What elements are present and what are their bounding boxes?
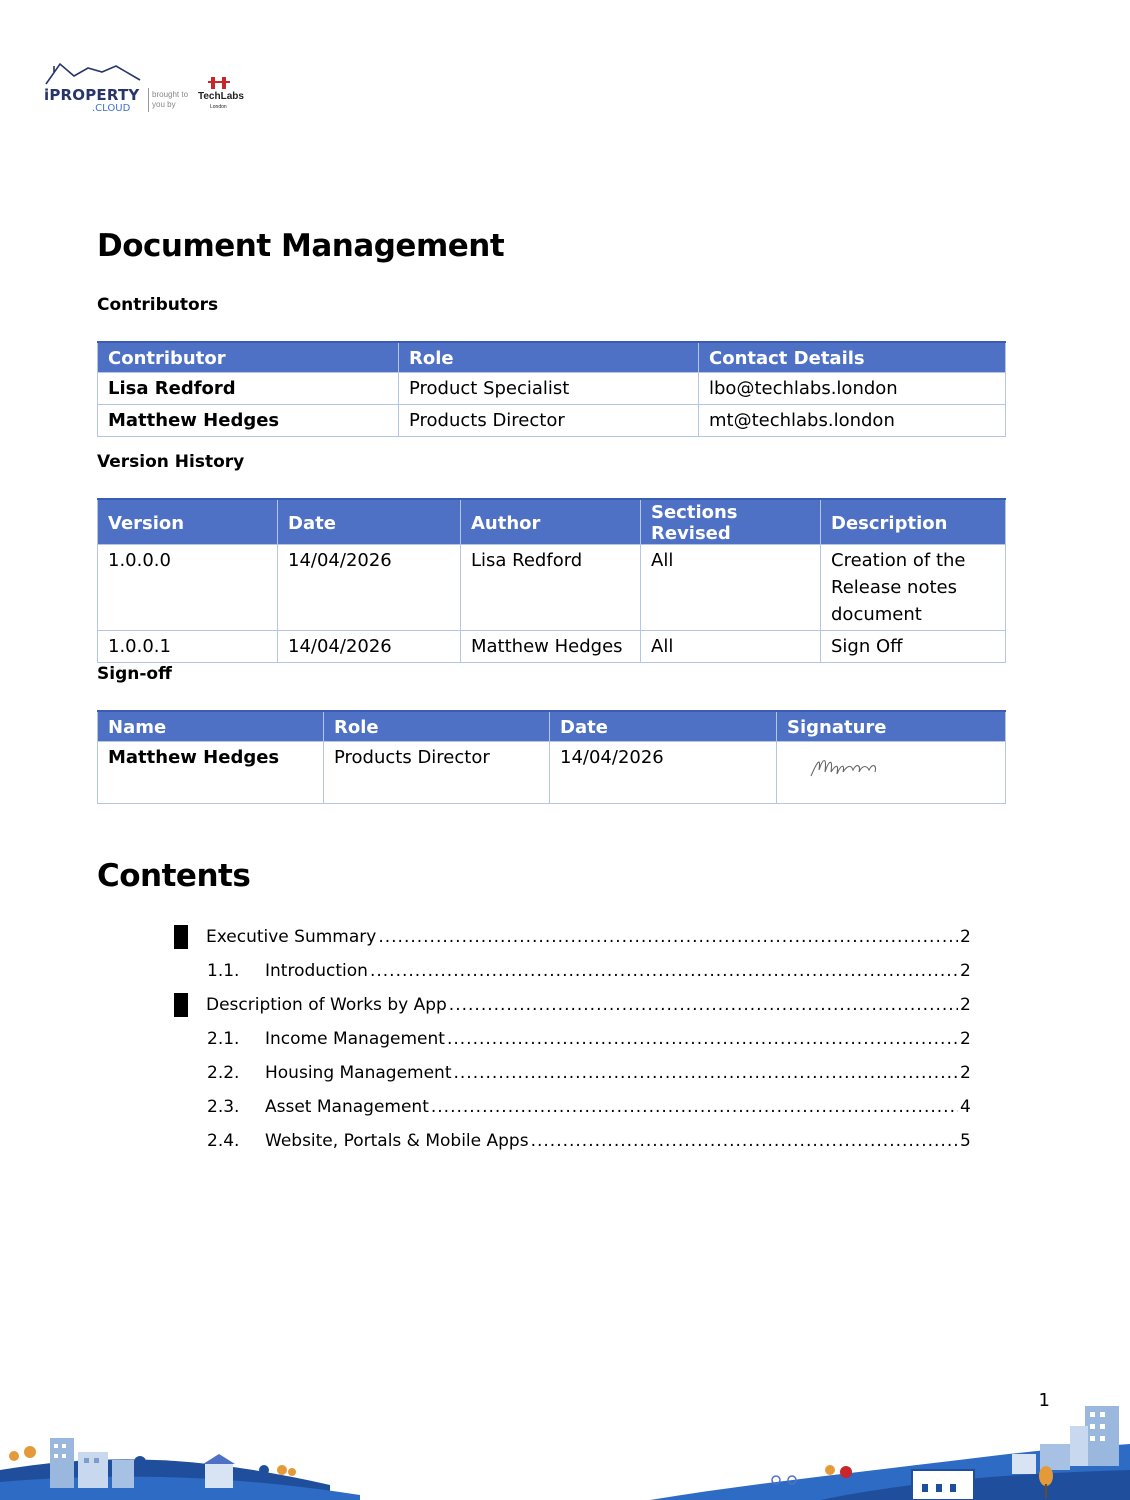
table-cell: 14/04/2026 bbox=[278, 545, 461, 631]
toc-entry-number: 2.3. bbox=[207, 1097, 240, 1117]
column-header: Date bbox=[550, 711, 777, 742]
table-cell: Lisa Redford bbox=[461, 545, 641, 631]
logo-partner: TechLabs bbox=[198, 91, 244, 102]
heading-marker bbox=[174, 925, 188, 949]
toc-entry[interactable] bbox=[170, 920, 970, 954]
toc-page-number: 2 bbox=[960, 1029, 971, 1049]
table-cell: Lisa Redford bbox=[98, 373, 399, 405]
toc-entry-text: Housing Management bbox=[265, 1063, 452, 1083]
column-header: Author bbox=[461, 499, 641, 545]
contributors-table bbox=[97, 341, 1006, 437]
column-header: Role bbox=[399, 342, 699, 373]
column-header: Date bbox=[278, 499, 461, 545]
toc-leader-dots bbox=[447, 1029, 958, 1049]
table-cell: 14/04/2026 bbox=[278, 631, 461, 663]
logo-divider bbox=[148, 88, 149, 112]
logo-partner-suffix: London bbox=[210, 104, 227, 110]
table-row bbox=[98, 545, 1006, 631]
column-header: Contact Details bbox=[699, 342, 1006, 373]
table-cell: 1.0.0.0 bbox=[98, 545, 278, 631]
toc-entry[interactable] bbox=[170, 988, 970, 1022]
cityscape-footer-illustration bbox=[0, 1400, 1130, 1500]
version-history-heading: Version History bbox=[97, 452, 245, 472]
toc-leader-dots bbox=[449, 995, 958, 1015]
table-row bbox=[98, 742, 1006, 804]
table-cell: 1.0.0.1 bbox=[98, 631, 278, 663]
column-header: Role bbox=[324, 711, 550, 742]
contents-title: Contents bbox=[97, 858, 251, 894]
column-header: Name bbox=[98, 711, 324, 742]
page-number: 1 bbox=[1038, 1390, 1050, 1411]
signature-cell bbox=[777, 742, 1006, 804]
toc-leader-dots bbox=[454, 1063, 959, 1083]
table-cell: All bbox=[641, 545, 821, 631]
table-header-row bbox=[98, 342, 1006, 373]
contributors-heading: Contributors bbox=[97, 295, 219, 315]
logo-tagline: brought to you by bbox=[152, 90, 189, 109]
table-of-contents bbox=[170, 920, 970, 1158]
table-cell: Matthew Hedges bbox=[461, 631, 641, 663]
bridge-icon bbox=[208, 76, 230, 90]
table-row bbox=[98, 373, 1006, 405]
toc-entry-text: Website, Portals & Mobile Apps bbox=[265, 1131, 529, 1151]
table-cell: Product Specialist bbox=[399, 373, 699, 405]
toc-entry[interactable] bbox=[170, 954, 970, 988]
heading-marker bbox=[174, 993, 188, 1017]
toc-leader-dots bbox=[531, 1131, 958, 1151]
toc-page-number: 2 bbox=[960, 927, 971, 947]
table-row bbox=[98, 631, 1006, 663]
table-header-row bbox=[98, 711, 1006, 742]
toc-entry-text: Executive Summary bbox=[206, 927, 377, 947]
house-roof-icon bbox=[44, 58, 144, 88]
toc-page-number: 2 bbox=[960, 961, 971, 981]
table-cell: mt@techlabs.london bbox=[699, 405, 1006, 437]
column-header: Contributor bbox=[98, 342, 399, 373]
toc-entry[interactable] bbox=[170, 1022, 970, 1056]
logo-brand: iPROPERTY bbox=[44, 86, 140, 104]
company-logo bbox=[44, 58, 254, 118]
table-cell: Matthew Hedges bbox=[98, 742, 324, 804]
toc-entry-text: Introduction bbox=[265, 961, 368, 981]
column-header: Sections Revised bbox=[641, 499, 821, 545]
toc-entry[interactable] bbox=[170, 1090, 970, 1124]
toc-entry[interactable] bbox=[170, 1056, 970, 1090]
toc-page-number: 2 bbox=[960, 1063, 971, 1083]
toc-entry-text: Income Management bbox=[265, 1029, 445, 1049]
table-cell: Sign Off bbox=[821, 631, 1006, 663]
toc-entry[interactable] bbox=[170, 1124, 970, 1158]
toc-page-number: 2 bbox=[960, 995, 971, 1015]
column-header: Description bbox=[821, 499, 1006, 545]
column-header: Signature bbox=[777, 711, 1006, 742]
toc-leader-dots bbox=[378, 927, 958, 947]
toc-entry-number: 1.1. bbox=[207, 961, 240, 981]
table-cell: All bbox=[641, 631, 821, 663]
toc-entry-number: 2.4. bbox=[207, 1131, 240, 1151]
toc-page-number: 4 bbox=[960, 1097, 971, 1117]
table-cell: Creation of the Release notes document bbox=[821, 545, 1006, 631]
table-cell: 14/04/2026 bbox=[550, 742, 777, 804]
table-cell: lbo@techlabs.london bbox=[699, 373, 1006, 405]
handwritten-signature bbox=[807, 752, 887, 780]
toc-entry-text: Description of Works by App bbox=[206, 995, 447, 1015]
table-cell: Products Director bbox=[324, 742, 550, 804]
toc-entry-text: Asset Management bbox=[265, 1097, 429, 1117]
toc-entry-number: 2.1. bbox=[207, 1029, 240, 1049]
column-header: Version bbox=[98, 499, 278, 545]
sign-off-table bbox=[97, 710, 1006, 804]
table-cell: Matthew Hedges bbox=[98, 405, 399, 437]
toc-leader-dots bbox=[431, 1097, 958, 1117]
table-row bbox=[98, 405, 1006, 437]
version-history-table bbox=[97, 498, 1006, 663]
toc-page-number: 5 bbox=[960, 1131, 971, 1151]
table-header-row bbox=[98, 499, 1006, 545]
sign-off-heading: Sign-off bbox=[97, 664, 172, 684]
page-title: Document Management bbox=[97, 228, 505, 264]
table-cell: Products Director bbox=[399, 405, 699, 437]
logo-brand-suffix: .CLOUD bbox=[92, 103, 131, 114]
toc-leader-dots bbox=[370, 961, 958, 981]
toc-entry-number: 2.2. bbox=[207, 1063, 240, 1083]
